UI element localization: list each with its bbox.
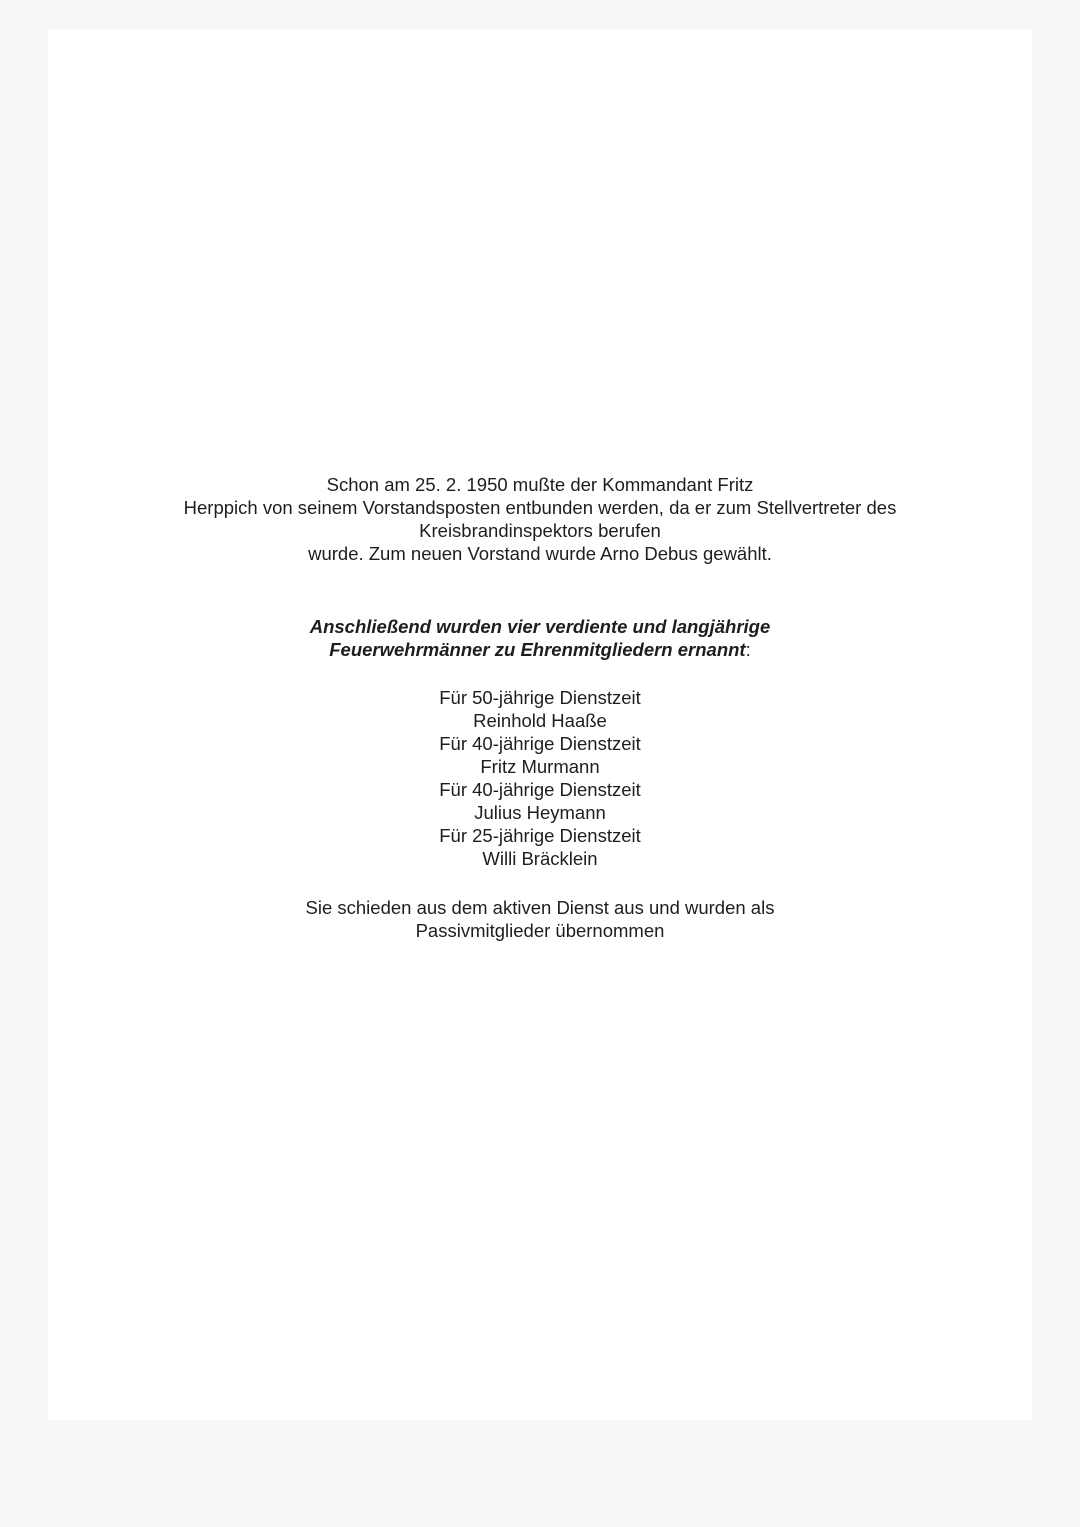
closing-line: Passivmitglieder übernommen [415, 920, 665, 941]
intro-line: Herppich von seinem Vorstandsposten entbunden werden, da er zum Stellvertreter des [183, 497, 897, 518]
document-page [48, 30, 1032, 1420]
honoree-service: Für 25-jährige Dienstzeit [439, 825, 641, 846]
intro-line: wurde. Zum neuen Vorstand wurde Arno Debus gewählt. [308, 543, 772, 564]
intro-paragraph [48, 473, 1032, 565]
honoree-service: Für 50-jährige Dienstzeit [439, 687, 641, 708]
honoree-service: Für 40-jährige Dienstzeit [439, 733, 641, 754]
intro-line: Schon am 25. 2. 1950 mußte der Kommandant Fritz [326, 474, 754, 495]
honoree-service: Für 40-jährige Dienstzeit [439, 779, 641, 800]
honoree-name: Fritz Murmann [480, 756, 600, 777]
honoree-name: Julius Heymann [474, 802, 606, 823]
honoree-name: Reinhold Haaße [473, 710, 607, 731]
honorees-list [48, 686, 1032, 870]
honor-heading-text: Feuerwehrmänner zu Ehrenmitgliedern ernannt [329, 639, 746, 660]
honor-heading-colon: : [745, 639, 751, 660]
closing-line: Sie schieden aus dem aktiven Dienst aus und wurden als [305, 897, 775, 918]
honor-heading-line [48, 638, 1032, 661]
honor-heading-line: Anschließend wurden vier verdiente und langjährige [309, 616, 771, 637]
closing-paragraph [48, 896, 1032, 942]
honoree-name: Willi Bräcklein [482, 848, 598, 869]
intro-line: Kreisbrandinspektors berufen [419, 520, 661, 541]
honor-heading [48, 615, 1032, 661]
